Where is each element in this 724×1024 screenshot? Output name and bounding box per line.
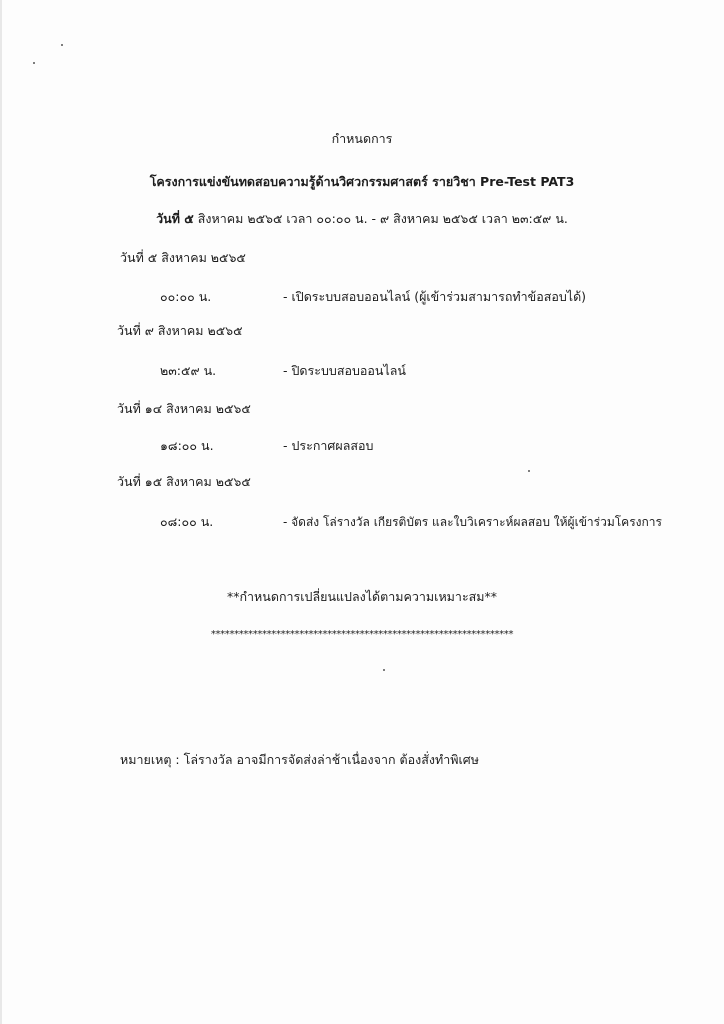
schedule-time: ๐๐:๐๐ น. — [160, 289, 212, 304]
schedule-time: ๒๓:๕๙ น. — [160, 363, 217, 378]
event-period-range: สิงหาคม ๒๕๖๕ เวลา ๐๐:๐๐ น. - ๙ สิงหาคม ๒๕๖๕ เวลา ๒๓:๕๙ น. — [197, 211, 568, 226]
schedule-date: วันที่ ๑๕ สิงหาคม ๒๕๖๕ — [117, 474, 251, 489]
scan-speck — [528, 470, 530, 472]
schedule-date: วันที่ ๕ สิงหาคม ๒๕๖๕ — [120, 250, 246, 265]
schedule-activity: - เปิดระบบสอบออนไลน์ (ผู้เข้าร่วมสามารถทำข้อสอบได้) — [283, 289, 587, 304]
schedule-activity: - จัดส่ง โล่รางวัล เกียรติบัตร และใบวิเคราะห์ผลสอบ ให้ผู้เข้าร่วมโครงการ — [283, 515, 662, 529]
separator-line: ***************************************************************** — [210, 629, 514, 640]
event-period-start-label: วันที่ ๕ — [156, 211, 194, 226]
schedule-activity: - ประกาศผลสอบ — [283, 438, 374, 453]
scan-edge — [0, 0, 2, 1024]
schedule-date: วันที่ ๙ สิงหาคม ๒๕๖๕ — [117, 323, 243, 338]
change-notice: **กำหนดการเปลี่ยนแปลงได้ตามความเหมาะสม** — [226, 589, 498, 604]
schedule-activity: - ปิดระบบสอบออนไลน์ — [283, 363, 406, 378]
schedule-time: ๑๘:๐๐ น. — [160, 438, 214, 453]
event-period — [0, 211, 724, 227]
scan-speck — [33, 62, 35, 64]
scan-speck — [383, 669, 385, 671]
remark: หมายเหตุ : โล่รางวัล อาจมีการจัดส่งล่าช้าเนื่องจาก ต้องสั่งทำพิเศษ — [120, 752, 479, 767]
document-heading: กำหนดการ — [331, 131, 393, 146]
scan-speck — [61, 44, 63, 46]
project-title: โครงการแข่งขันทดสอบความรู้ด้านวิศวกรรมศาสตร์ รายวิชา Pre-Test PAT3 — [149, 174, 575, 189]
schedule-time: ๐๘:๐๐ น. — [160, 514, 214, 529]
schedule-date: วันที่ ๑๔ สิงหาคม ๒๕๖๕ — [117, 401, 251, 416]
